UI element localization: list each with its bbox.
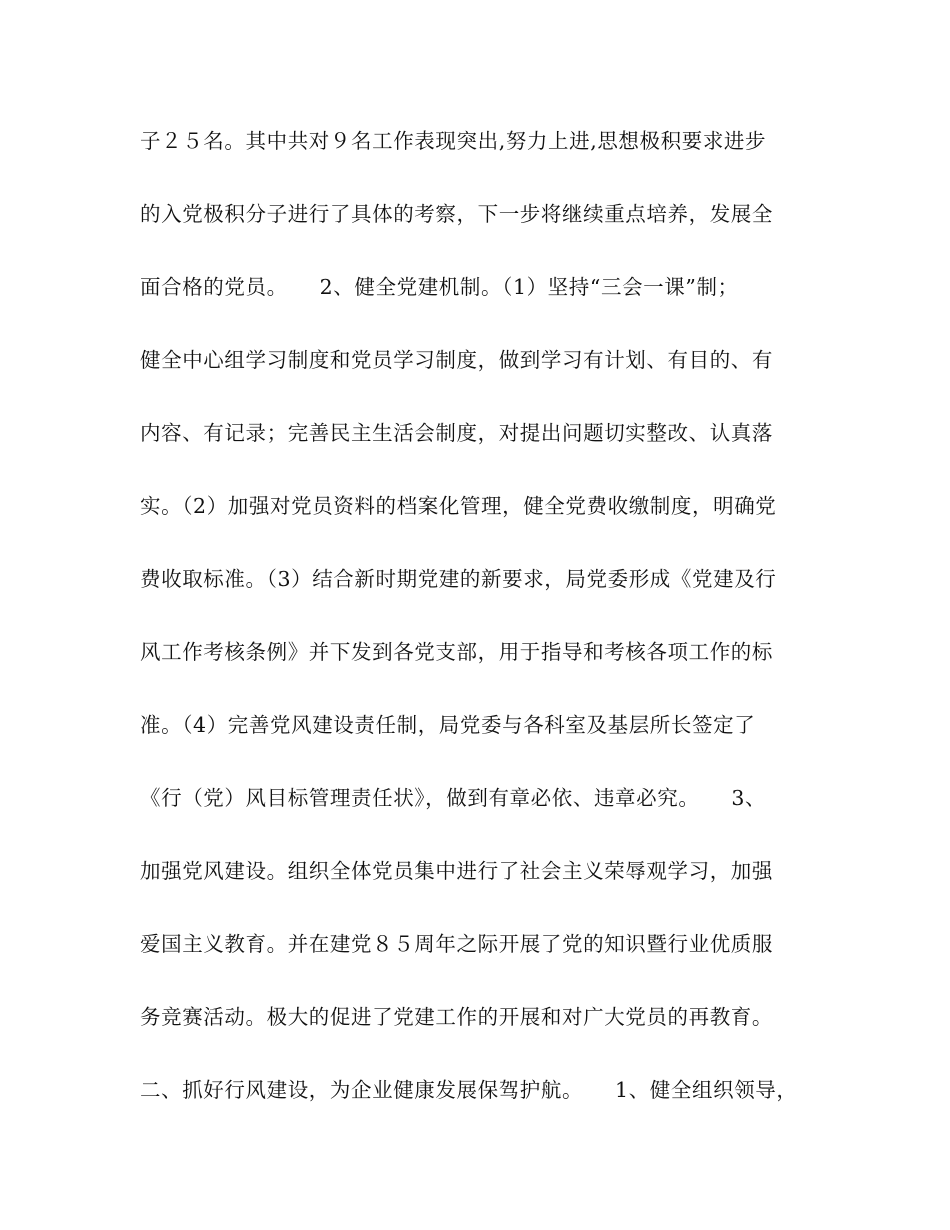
text-line: 《行（党）风目标管理责任状》，做到有章必依、违章必究。 3、 xyxy=(140,786,767,810)
text-line: 风工作考核条例》并下发到各党支部，用于指导和考核各项工作的标 xyxy=(140,640,773,664)
text-line: 费收取标准。（3）结合新时期党建的新要求，局党委形成《党建及行 xyxy=(140,567,777,591)
text-line: 的入党极积分子进行了具体的考察，下一步将继续重点培养，发展全 xyxy=(140,202,773,226)
text-line: 二、抓好行风建设，为企业健康发展保驾护航。 1、健全组织领导， xyxy=(140,1078,798,1102)
text-line: 实。（2）加强对党员资料的档案化管理，健全党费收缴制度，明确党 xyxy=(140,494,777,518)
text-line: 内容、有记录；完善民主生活会制度，对提出问题切实整改、认真落 xyxy=(140,421,773,445)
text-line: 爱国主义教育。并在建党８５周年之际开展了党的知识暨行业优质服 xyxy=(140,932,773,956)
text-line: 健全中心组学习制度和党员学习制度，做到学习有计划、有目的、有 xyxy=(140,348,773,372)
text-line: 务竞赛活动。极大的促进了党建工作的开展和对广大党员的再教育。 xyxy=(140,1005,773,1029)
text-line: 加强党风建设。组织全体党员集中进行了社会主义荣辱观学习，加强 xyxy=(140,859,773,883)
text-line: 准。（4）完善党风建设责任制，局党委与各科室及基层所长签定了 xyxy=(140,713,756,737)
text-line: 面合格的党员。 2、健全党建机制。（1）坚持“三会一课”制； xyxy=(140,275,739,299)
document-body xyxy=(140,121,840,1143)
text-line: 子２５名。其中共对９名工作表现突出,努力上进,思想极积要求进步 xyxy=(140,129,767,153)
